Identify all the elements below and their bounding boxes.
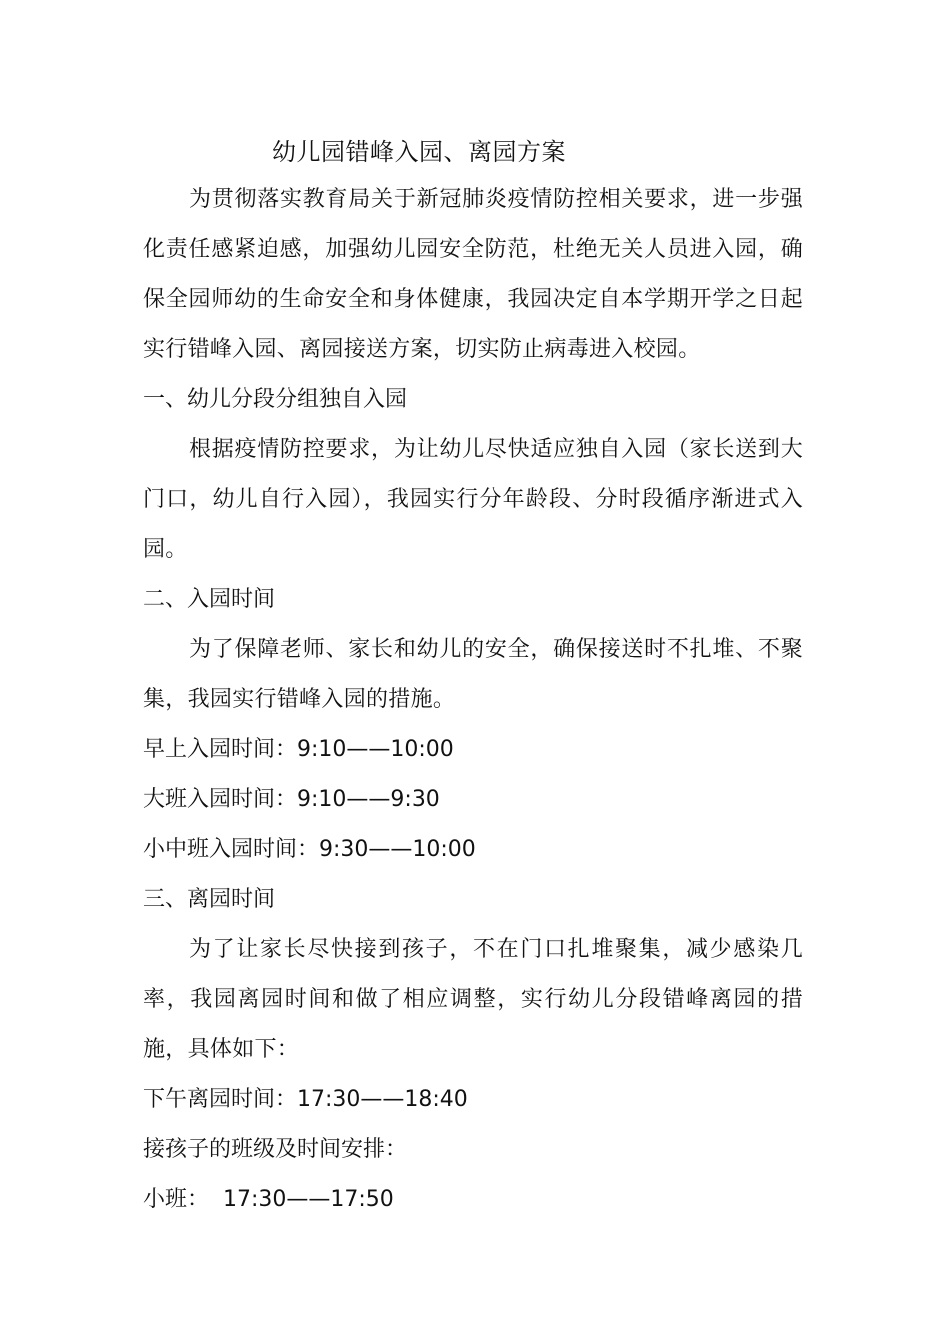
section-3-heading: 三、离园时间 — [143, 887, 276, 912]
junior-middle-class-entry-time: 小中班入园时间：9:30——10:00 — [143, 837, 476, 862]
small-class-pickup-time: 小班： 17:30——17:50 — [143, 1187, 394, 1212]
section-3-paragraph: 为了让家长尽快接到孩子，不在门口扎堆聚集，减少感染几率，我园离园时间和做了相应调整，实行幼儿分段错峰离园的措施，具体如下： — [143, 937, 803, 1062]
intro-paragraph: 为贯彻落实教育局关于新冠肺炎疫情防控相关要求，进一步强化责任感紧迫感，加强幼儿园安全防范，杜绝无关人员进入园，确保全园师幼的生命安全和身体健康，我园决定自本学期开学之日起实行错峰入园、离园接送方案，切实防止病毒进入校园。 — [143, 187, 803, 362]
section-2-heading: 二、入园时间 — [143, 587, 276, 612]
afternoon-leave-time: 下午离园时间：17:30——18:40 — [143, 1087, 468, 1112]
pickup-schedule-label: 接孩子的班级及时间安排： — [143, 1137, 408, 1162]
senior-class-entry-time: 大班入园时间：9:10——9:30 — [143, 787, 440, 812]
section-2-paragraph: 为了保障老师、家长和幼儿的安全，确保接送时不扎堆、不聚集，我园实行错峰入园的措施。 — [143, 637, 803, 712]
morning-entry-time: 早上入园时间：9:10——10:00 — [143, 737, 454, 762]
document-title: 幼儿园错峰入园、离园方案 — [272, 138, 566, 166]
section-1-paragraph: 根据疫情防控要求，为让幼儿尽快适应独自入园（家长送到大门口，幼儿自行入园），我园实行分年龄段、分时段循序渐进式入园。 — [143, 437, 803, 562]
document-body — [143, 175, 803, 1225]
section-1-heading: 一、幼儿分段分组独自入园 — [143, 387, 408, 412]
